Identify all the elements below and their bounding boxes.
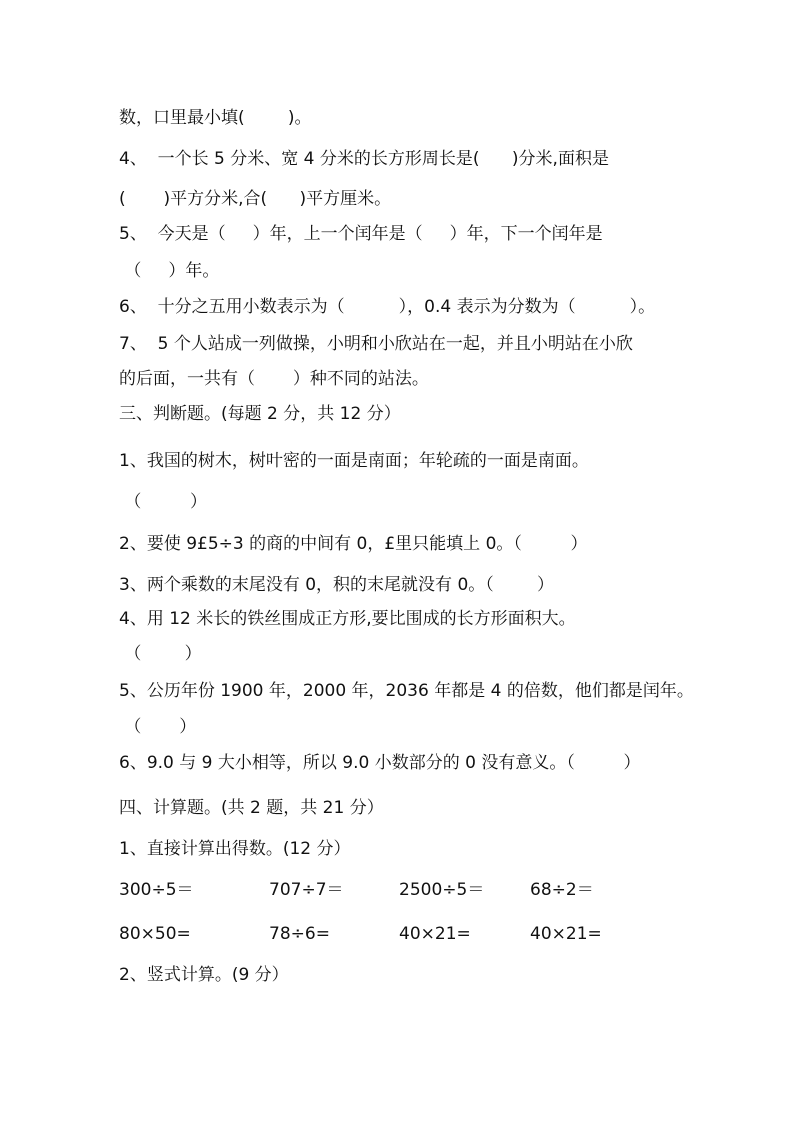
section-4-heading: 四、计算题。(共 2 题，共 21 分） — [119, 798, 384, 818]
question-3-continuation: 数，口里最小填( )。 — [119, 108, 312, 128]
question-5: 5、 今天是（ ）年，上一个闰年是（ ）年，下一个闰年是 — [119, 224, 603, 244]
calc-item: 300÷5＝ — [119, 880, 194, 900]
calc-item: 40×21= — [399, 924, 471, 944]
calc-item: 78÷6= — [269, 924, 330, 944]
judge-question-5-answer: （ ） — [119, 717, 197, 737]
judge-question-2: 2、要使 9£5÷3 的商的中间有 0，£里只能填上 0。（ ） — [119, 534, 588, 554]
question-4-continuation: ( )平方分米,合( )平方厘米。 — [119, 189, 392, 209]
judge-question-1-answer: （ ） — [119, 492, 208, 512]
judge-question-1: 1、我国的树木，树叶密的一面是南面；年轮疏的一面是南面。 — [119, 451, 589, 471]
judge-question-4: 4、用 12 米长的铁丝围成正方形,要比围成的长方形面积大。 — [119, 609, 576, 629]
question-6: 6、 十分之五用小数表示为（ ），0.4 表示为分数为（ ）。 — [119, 297, 656, 317]
calc-question-2-title: 2、竖式计算。(9 分） — [119, 965, 289, 985]
calc-question-1-title: 1、直接计算出得数。(12 分） — [119, 839, 351, 859]
calc-item: 2500÷5＝ — [399, 880, 485, 900]
judge-question-4-answer: （ ） — [119, 644, 202, 664]
section-3-heading: 三、判断题。(每题 2 分，共 12 分） — [119, 404, 401, 424]
question-7-continuation: 的后面，一共有（ ）种不同的站法。 — [119, 369, 429, 389]
judge-question-6: 6、9.0 与 9 大小相等，所以 9.0 小数部分的 0 没有意义。（ ） — [119, 753, 641, 773]
question-7: 7、 5 个人站成一列做操，小明和小欣站在一起，并且小明站在小欣 — [119, 334, 633, 354]
calc-item: 40×21= — [530, 924, 602, 944]
question-4: 4、 一个长 5 分米、宽 4 分米的长方形周长是( )分米,面积是 — [119, 149, 609, 169]
judge-question-3: 3、两个乘数的末尾没有 0，积的末尾就没有 0。（ ） — [119, 575, 554, 595]
calc-item: 80×50= — [119, 924, 191, 944]
calc-item: 68÷2＝ — [530, 880, 594, 900]
judge-question-5: 5、公历年份 1900 年，2000 年，2036 年都是 4 的倍数，他们都是闰年。 — [119, 681, 694, 701]
calc-item: 707÷7＝ — [269, 880, 344, 900]
question-5-continuation: （ ）年。 — [119, 261, 220, 281]
